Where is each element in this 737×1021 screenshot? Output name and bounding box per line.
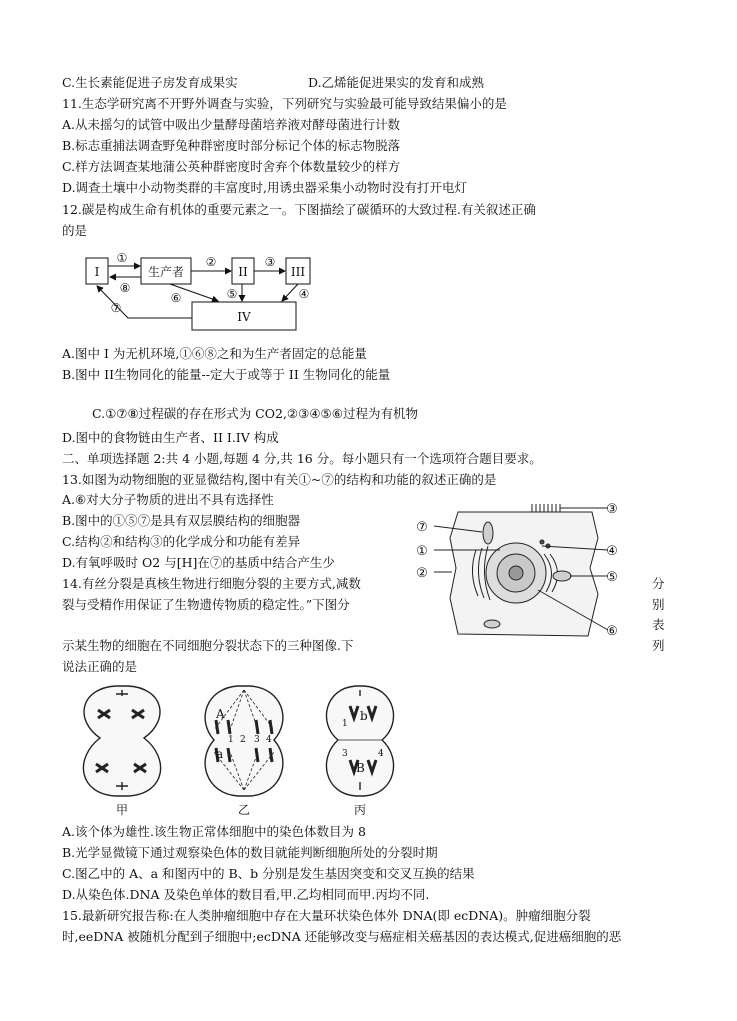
q14-stem-fragment-4: 列 [652, 638, 665, 653]
division-label-b: b [360, 709, 368, 723]
q14-option-c: C.图乙中的 A、a 和图丙中的 B、b 分别是发生基因突变和交叉互换的结果 [62, 866, 475, 881]
q12-option-a: A.图中 I 为无机环境,①⑥⑧之和为生产者固定的总能量 [62, 346, 367, 361]
q14-option-a: A.该个体为雄性.该生物正常体细胞中的染色体数目为 8 [62, 824, 366, 839]
process-4-label: ④ [298, 287, 310, 301]
division-label-a: a [216, 747, 224, 761]
cell-label-2: ② [416, 566, 428, 581]
q13-stem: 13.如图为动物细胞的亚显微结构,图中有关①~⑦的结构和功能的叙述正确的是 [62, 472, 497, 487]
cell-label-4: ④ [606, 544, 618, 559]
process-1-label: ① [116, 251, 128, 265]
q14-stem-2: 裂与受精作用保证了生物遗传物质的稳定性。”下图分 [62, 597, 350, 612]
cell-label-3: ③ [606, 502, 618, 517]
q14-stem-fragment-3: 表 [652, 617, 665, 632]
cell-division-diagram [70, 680, 420, 820]
division-label-3: 3 [254, 735, 260, 745]
q14-stem-fragment-2: 别 [652, 597, 665, 612]
division-label-1: 1 [228, 735, 234, 745]
q11-option-d: D.调查土壤中小动物类群的丰富度时,用诱虫器采集小动物时没有打开电灯 [62, 180, 468, 195]
q12-stem-cont: 的是 [62, 223, 88, 238]
process-3-label: ③ [264, 255, 276, 269]
q11-option-b: B.标志重捕法调查野兔种群密度时部分标记个体的标志物脱落 [62, 138, 401, 153]
box-producer-label: 生产者 [147, 265, 185, 279]
q13-option-d: D.有氧呼吸时 O2 与[H]在⑦的基质中结合产生少 [62, 555, 335, 570]
box-ii-label: II [238, 265, 248, 279]
cell-bing-caption: 丙 [353, 803, 367, 817]
q10-option-d: D.乙烯能促进果实的发育和成熟 [308, 75, 485, 90]
q11-option-a: A.从未摇匀的试管中吸出少量酵母菌培养液对酵母菌进行计数 [62, 117, 401, 132]
cell-label-6: ⑥ [606, 624, 618, 639]
q14-option-b: B.光学显微镜下通过观察染色体的数目就能判断细胞所处的分裂时期 [62, 845, 438, 860]
cell-label-5: ⑤ [606, 570, 618, 585]
process-8-label: ⑧ [119, 281, 131, 295]
cell-label-7: ⑦ [416, 520, 428, 535]
q12-option-b: B.图中 II生物同化的能量--定大于或等于 II 生物同化的能量 [62, 367, 391, 382]
q14-stem-3: 示某生物的细胞在不同细胞分裂状态下的三种图像.下 [62, 638, 354, 653]
carbon-cycle-diagram [70, 246, 330, 338]
process-6-label: ⑥ [170, 291, 182, 305]
division-label-p4: 4 [378, 749, 384, 759]
q15-stem-2: 时,eeDNA 被随机分配到子细胞中;ecDNA 还能够改变与癌症相关癌基因的表达模式,促进癌细胞的恶 [62, 929, 622, 944]
q15-stem-1: 15.最新研究报告称:在人类肿瘤细胞中存在大量环状染色体外 DNA(即 ecDNA)。肿瘤细胞分裂 [62, 908, 591, 923]
animal-cell-diagram [412, 498, 622, 646]
q14-stem-fragment-1: 分 [652, 576, 665, 591]
q12-stem: 12.碳是构成生命有机体的重要元素之一。下图描绘了碳循环的大致过程.有关叙述正确 [62, 202, 536, 217]
q10-option-c: C.生长素能促进子房发育成果实 [62, 75, 238, 90]
division-label-p3: 3 [342, 749, 348, 759]
division-label-B: B [356, 761, 365, 775]
process-7-label: ⑦ [110, 301, 122, 315]
q13-option-a: A.⑥对大分子物质的进出不具有选择性 [62, 492, 274, 507]
process-5-label: ⑤ [226, 287, 238, 301]
q13-option-b: B.图中的①⑤⑦是具有双层膜结构的细胞器 [62, 513, 301, 528]
cell-yi-caption: 乙 [237, 803, 251, 817]
division-label-2: 2 [240, 735, 246, 745]
section-header: 二、单项选择题 2:共 4 小题,每题 4 分,共 16 分。每小题只有一个选项符合题目要求。 [62, 451, 542, 466]
division-label-A: A [216, 707, 225, 721]
division-label-p1: 1 [342, 719, 348, 729]
q11-option-c: C.样方法调查某地蒲公英种群密度时舍弃个体数量较少的样方 [62, 159, 401, 174]
process-2-label: ② [205, 255, 217, 269]
box-i-label: I [94, 265, 100, 279]
box-iv-label: IV [237, 310, 251, 324]
q14-stem-4: 说法正确的是 [62, 659, 138, 674]
cell-jia-caption: 甲 [115, 803, 129, 817]
q14-option-d: D.从染色体.DNA 及染色单体的数目看,甲.乙均相同而甲.丙均不同. [62, 887, 430, 902]
q12-option-c: C.①⑦⑧过程碳的存在形式为 CO2,②③④⑤⑥过程为有机物 [92, 406, 418, 421]
cell-label-1: ① [416, 544, 428, 559]
division-label-4: 4 [266, 735, 272, 745]
q12-option-d: D.图中的食物链由生产者、II I.IV 构成 [62, 430, 279, 445]
q13-option-c: C.结构②和结构③的化学成分和功能有差异 [62, 534, 301, 549]
box-iii-label: III [290, 265, 306, 279]
q11-stem: 11.生态学研究离不开野外调查与实验，下列研究与实验最可能导致结果偏小的是 [62, 96, 507, 111]
q14-stem-1: 14.有丝分裂是真核生物进行细胞分裂的主要方式,减数 [62, 576, 361, 591]
